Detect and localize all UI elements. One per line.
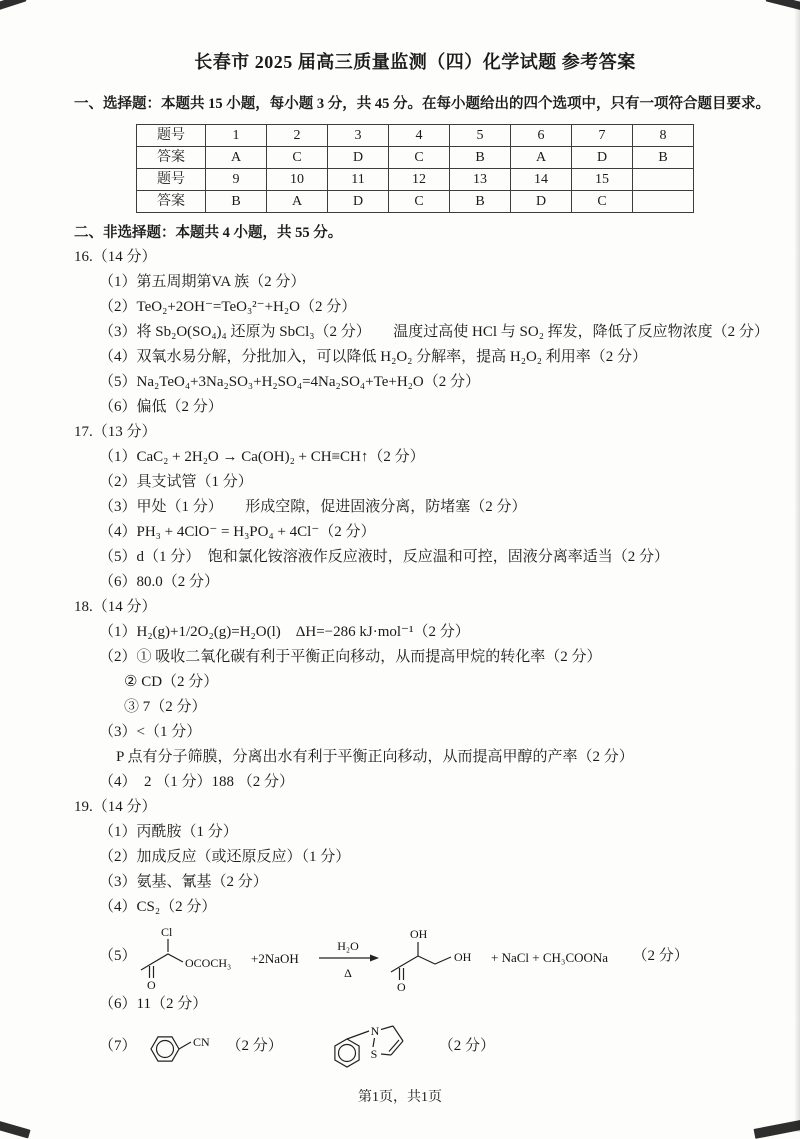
- answer-cell: 1: [206, 125, 267, 147]
- answer-cell: [633, 191, 694, 213]
- q18-answer-4: （4） 2 （1 分）188 （2 分）: [99, 774, 295, 790]
- cl-atom-label: Cl: [160, 925, 172, 939]
- item-label: （7）: [99, 1037, 137, 1054]
- answer-cell: 10: [267, 169, 328, 191]
- answer-cell: B: [206, 191, 267, 213]
- benzonitrile-structure: [139, 1022, 223, 1070]
- q17-answer-5: （5）d（1 分） 饱和氯化铵溶液作反应液时，反应温和可控，固液分离率适当（2 分）: [99, 549, 670, 565]
- answer-cell: B: [450, 147, 511, 169]
- answer-cell: C: [572, 191, 633, 213]
- answer-cell: 9: [206, 169, 267, 191]
- answer-cell: 12: [389, 169, 450, 191]
- answer-cell: 3: [328, 125, 389, 147]
- row-header-cell: 题号: [137, 125, 206, 147]
- scan-artifact-bottom-left: [0, 1120, 31, 1138]
- answer-cell: D: [511, 191, 572, 213]
- q19-label: 19.（14 分）: [74, 799, 157, 815]
- score-label: （2 分）: [632, 947, 689, 964]
- q18-answer-2a: （2）① 吸收二氧化碳有利于平衡正向移动，从而提高甲烷的转化率（2 分）: [99, 649, 602, 665]
- carbonyl-o-label: O: [146, 978, 156, 992]
- q19-answer-5: [74, 920, 756, 992]
- answer-cell: D: [328, 191, 389, 213]
- q16-label: 16.（14 分）: [74, 249, 157, 265]
- answer-cell: B: [450, 191, 511, 213]
- q16-answer-6: （6）偏低（2 分）: [99, 399, 223, 415]
- q16-answer-3: （3）将 Sb₂O(SO₄)₄ 还原为 SbCl₃（2 分） 温度过高使 HCl 与 SO₂ 挥发，降低了反应物浓度（2 分）: [99, 324, 769, 340]
- hydroxyl-label: OH: [409, 927, 427, 941]
- answer-cell: 15: [572, 169, 633, 191]
- q19-answer-1: （1）丙酰胺（1 分）: [99, 824, 238, 840]
- sulfur-atom-label: S: [370, 1047, 378, 1061]
- q19-answer-3: （3）氨基、氰基（2 分）: [99, 874, 268, 890]
- answer-cell: B: [633, 147, 694, 169]
- choice-section-heading: 一、选择题：本题共 15 小题，每小题 3 分，共 45 分。在每小题给出的四个选项中，只有一项符合题目要求。: [74, 96, 770, 112]
- q16-answer-4: （4）双氧水易分解，分批加入，可以降低 H₂O₂ 分解率，提高 H₂O₂ 利用率（2 分）: [99, 349, 648, 365]
- answer-table: [136, 124, 694, 213]
- score-label: （2 分）: [226, 1037, 283, 1054]
- q17-label: 17.（13 分）: [74, 424, 157, 440]
- answer-cell: D: [572, 147, 633, 169]
- q17-answer-2: （2）具支试管（1 分）: [99, 474, 253, 490]
- answer-cell: 14: [511, 169, 572, 191]
- answer-cell: A: [511, 147, 572, 169]
- row-header-cell: 答案: [137, 147, 206, 169]
- answer-cell: 8: [633, 125, 694, 147]
- arrow-condition-bottom-label: Δ: [343, 966, 352, 980]
- answer-cell: 4: [389, 125, 450, 147]
- hydroxyl-label: OH: [453, 950, 471, 964]
- q16-answer-1: （1）第五周期第VA 族（2 分）: [99, 274, 306, 290]
- q17-answer-4: （4）PH₃ + 4ClO⁻ = H₃PO₄ + 4Cl⁻（2 分）: [99, 524, 376, 540]
- answer-cell: 5: [450, 125, 511, 147]
- answer-cell: 11: [328, 169, 389, 191]
- q19-answer-2: （2）加成反应（或还原反应）（1 分）: [99, 849, 351, 865]
- q16-answer-5: （5）Na₂TeO₄+3Na₂SO₃+H₂SO₄=4Na₂SO₄+Te+H₂O（2 分）: [99, 374, 480, 390]
- q18-label: 18.（14 分）: [74, 599, 157, 615]
- answer-cell: C: [389, 191, 450, 213]
- free-section-heading: 二、非选择题：本题共 4 小题，共 55 分。: [74, 225, 343, 241]
- q18-answer-1: （1）H₂(g)+1/2O₂(g)=H₂O(l) ΔH=−286 kJ·mol⁻¹（2 分）: [99, 624, 470, 640]
- scan-edge-shadow: [794, 0, 800, 1132]
- answer-cell: [633, 169, 694, 191]
- answer-cell: A: [206, 147, 267, 169]
- naoh-reagent-label: +2NaOH: [250, 951, 299, 966]
- row-header-cell: 题号: [137, 169, 206, 191]
- row-header-cell: 答案: [137, 191, 206, 213]
- table-row: [137, 191, 694, 213]
- table-row: [137, 147, 694, 169]
- answer-cell: 7: [572, 125, 633, 147]
- q18-answer-3b: P 点有分子筛膜，分离出水有利于平衡正向移动，从而提高甲醇的产率（2 分）: [116, 749, 634, 765]
- table-row: [137, 125, 694, 147]
- page-footer: 第1页，共1页: [358, 1090, 442, 1105]
- q19-answer-6: （6）11（2 分）: [99, 996, 208, 1012]
- table-row: [137, 169, 694, 191]
- q19-answer-7: [74, 1017, 756, 1075]
- answer-cell: C: [389, 147, 450, 169]
- q18-answer-3a: （3）<（1 分）: [99, 724, 202, 740]
- q19-answer-4: （4）CS₂（2 分）: [99, 899, 217, 915]
- ester-group-label: OCOCH₃: [184, 956, 231, 970]
- reaction-scheme-diagram: [139, 920, 629, 992]
- answer-cell: 6: [511, 125, 572, 147]
- q16-answer-2: （2）TeO₂+2OH⁻=TeO₃²⁻+H₂O（2 分）: [99, 299, 357, 315]
- q17-answer-3: （3）甲处（1 分） 形成空隙，促进固液分离，防堵塞（2 分）: [99, 499, 527, 515]
- page-title: 长春市 2025 届高三质量监测（四）化学试题 参考答案: [194, 52, 636, 72]
- q18-answer-2b: ② CD（2 分）: [124, 674, 219, 690]
- answer-cell: C: [267, 147, 328, 169]
- benzyl-thiazole-structure: [323, 1017, 435, 1075]
- q17-answer-1: （1）CaC₂ + 2H₂O → Ca(OH)₂ + CH≡CH↑（2 分）: [99, 449, 425, 465]
- item-label: （5）: [99, 947, 137, 964]
- carbonyl-o-label: O: [396, 980, 406, 994]
- answer-cell: A: [267, 191, 328, 213]
- answer-cell: D: [328, 147, 389, 169]
- q17-answer-6: （6）80.0（2 分）: [99, 574, 220, 590]
- reaction-arrow: [370, 955, 379, 962]
- byproducts-label: + NaCl + CH₃COONa: [490, 950, 608, 965]
- answer-cell: 2: [267, 125, 328, 147]
- q18-answer-2c: ③ 7（2 分）: [124, 699, 207, 715]
- score-label: （2 分）: [438, 1037, 496, 1054]
- nitrogen-atom-label: N: [370, 1024, 380, 1038]
- nitrile-group-label: CN: [192, 1035, 210, 1049]
- arrow-condition-top-label: H₂O: [336, 939, 359, 953]
- answer-cell: 13: [450, 169, 511, 191]
